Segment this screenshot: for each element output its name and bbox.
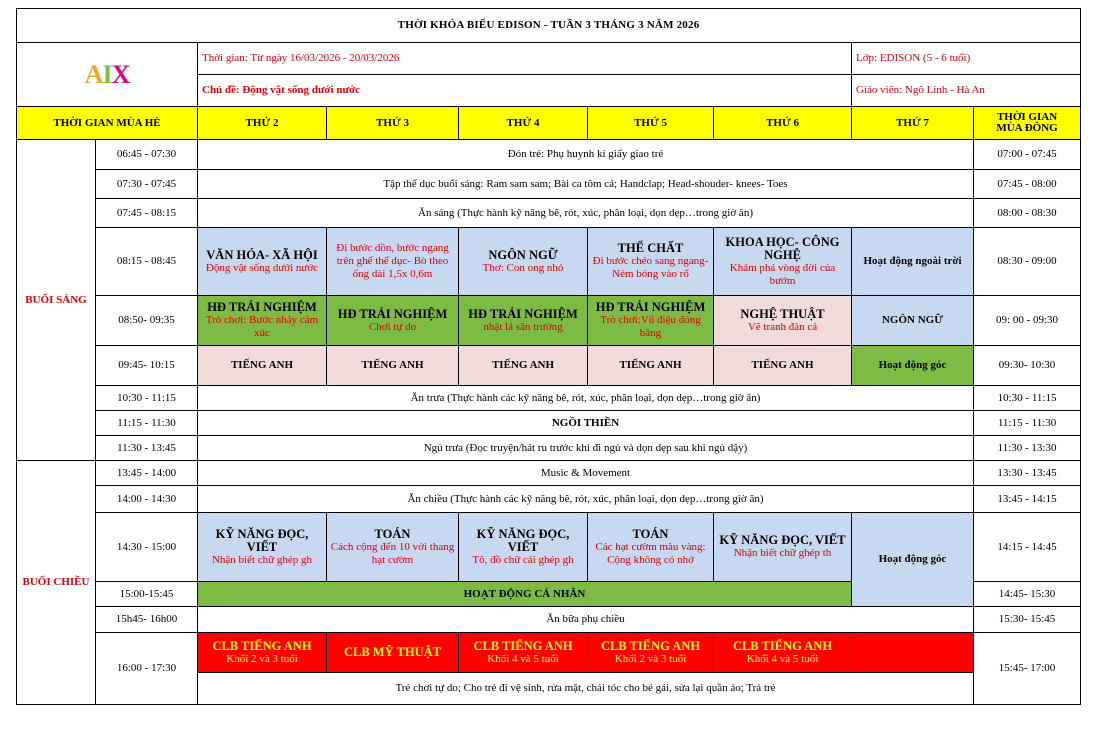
club-desc: Khối 2 và 3 tuổi [614,652,687,665]
cell-fri [714,296,852,346]
winter-time: 11:15 - 11:30 [974,411,1081,436]
subject-desc: Tô, đồ chữ cái ghép gh [472,553,574,566]
header-summer: THỜI GIAN MÙA HÈ [17,107,198,140]
page-title: THỜI KHÓA BIỂU EDISON - TUẦN 3 THÁNG 3 NĂM 2026 [17,9,1081,43]
subject-desc: Đi bước dồn, bước ngang trên ghế thể dục- Bò theo ống dài 1,5x 0,6m [336,242,449,280]
cell-fri [714,633,852,673]
winter-time: 07:00 - 07:45 [974,140,1081,170]
winter-time: 07:45 - 08:00 [974,170,1081,199]
cell-wed [459,228,588,296]
subject-desc: Trò chơi:Vũ điệu đóng băng [600,314,701,339]
logo-letter-i: I [102,60,112,89]
cell-wed [459,513,588,582]
subject-title: KỸ NĂNG ĐỌC, VIẾT [215,526,309,554]
cell-tue [327,513,459,582]
logo-letter-x: X [111,60,130,89]
info-time: Thời gian: Từ ngày 16/03/2026 - 20/03/2026 [198,43,852,75]
cell-fri: TIẾNG ANH [714,346,852,386]
cell-thu [588,513,714,582]
summer-time: 15h45- 16h00 [96,607,198,633]
cell-fri [714,513,852,582]
row-activity: Ăn sáng (Thực hành kỹ năng bê, rót, xúc, phân loại, dọn dẹp…trong giờ ăn) [198,199,974,228]
winter-time: 13:45 - 14:15 [974,486,1081,513]
summer-time: 14:00 - 14:30 [96,486,198,513]
club-title: CLB TIẾNG ANH [732,638,833,653]
timetable [16,8,1081,705]
winter-time: 14:45- 15:30 [974,582,1081,607]
subject-title: VĂN HÓA- XÃ HỘI [206,247,318,262]
session-afternoon: BUỔI CHIỀU [17,461,96,705]
winter-time: 08:30 - 09:00 [974,228,1081,296]
subject-title: NGÔN NGỮ [488,247,558,262]
subject-title: THỂ CHẤT [617,241,684,255]
cell-tue [327,633,459,673]
subject-title: HĐ TRẢI NGHIỆM [468,306,578,321]
session-morning: BUỔI SÁNG [17,140,96,461]
subject-title: KHOA HỌC- CÔNG NGHỆ [725,234,840,262]
subject-desc: Thơ: Con ong nhỏ [482,261,564,274]
cell-fri [714,228,852,296]
summer-time: 07:45 - 08:15 [96,199,198,228]
summer-time: 11:15 - 11:30 [96,411,198,436]
cell-tue [327,228,459,296]
cell-mon [198,296,327,346]
row-activity: Ăn trưa (Thực hành các kỹ năng bê, rót, xúc, phân loại, dọn dẹp…trong giờ ăn) [198,386,974,411]
summer-time: 07:30 - 07:45 [96,170,198,199]
subject-desc: Trò chơi: Bước nhảy cảm xúc [205,314,319,339]
winter-time: 13:30 - 13:45 [974,461,1081,486]
cell-thu: TIẾNG ANH [588,346,714,386]
row-activity: Đón trẻ: Phụ huynh kí giấy giao trẻ [198,140,974,170]
row-activity: NGỒI THIỀN [198,411,974,436]
subject-title: TOÁN [374,526,411,541]
cell-sat: Hoạt động ngoài trời [852,228,974,296]
cell-tue [327,296,459,346]
winter-time: 09:30- 10:30 [974,346,1081,386]
row-activity: Ăn bữa phụ chiều [198,607,974,633]
logo-letter-a: A [84,60,103,89]
cell-thu [588,296,714,346]
cell-thu [588,228,714,296]
subject-desc: Các hạt cườm màu vàng: Cộng không có nhớ [595,540,706,566]
winter-time: 09: 00 - 09:30 [974,296,1081,346]
winter-time: 15:45- 17:00 [974,633,1081,705]
row-activity: Ăn chiều (Thực hành các kỹ năng bê, rót, xúc, phân loại, dọn dẹp…trong giờ ăn) [198,486,974,513]
info-teacher: Giáo viên: Ngô Linh - Hà An [852,75,1081,107]
winter-time: 11:30 - 13:30 [974,436,1081,461]
row-activity: Ngủ trưa (Đọc truyện/hát ru trước khi đi ngủ và dọn dẹp sau khi ngủ dậy) [198,436,974,461]
subject-desc: Khám phá vòng đời của bướm [729,261,836,287]
club-desc: Khối 4 và 5 tuổi [746,652,819,665]
summer-time: 13:45 - 14:00 [96,461,198,486]
summer-time: 14:30 - 15:00 [96,513,198,582]
subject-title: HĐ TRẢI NGHIỆM [207,300,317,314]
row-activity: Trẻ chơi tự do; Cho trẻ đi vệ sinh, rửa mặt, chải tóc cho bé gái, sửa lại quần áo; Trả trẻ [198,673,974,705]
cell-thu [588,633,714,673]
club-title: CLB TIẾNG ANH [600,638,701,653]
cell-wed [459,633,588,673]
subject-title: NGHỆ THUẬT [740,306,825,321]
winter-time: 14:15 - 14:45 [974,513,1081,582]
cell-mon: TIẾNG ANH [198,346,327,386]
summer-time: 16:00 - 17:30 [96,633,198,705]
header-day-thu: THỨ 5 [588,107,714,140]
subject-title: HĐ TRẢI NGHIỆM [595,300,706,314]
cell-sat: Hoạt động góc [852,346,974,386]
winter-time: 15:30- 15:45 [974,607,1081,633]
subject-title: TOÁN [632,526,669,541]
header-day-fri: THỨ 6 [714,107,852,140]
summer-time: 08:15 - 08:45 [96,228,198,296]
cell-mon [198,633,327,673]
cell-tue: TIẾNG ANH [327,346,459,386]
subject-desc: Nhận biết chữ ghép th [733,547,832,559]
subject-title: KỸ NĂNG ĐỌC, VIẾT [476,526,570,554]
subject-desc: Động vật sống dưới nước [205,261,319,274]
cell-wed [459,296,588,346]
winter-time: 08:00 - 08:30 [974,199,1081,228]
row-activity: Music & Movement [198,461,974,486]
header-day-tue: THỨ 3 [327,107,459,140]
header-winter [974,107,1081,140]
header-day-mon: THỨ 2 [198,107,327,140]
row-activity: HOẠT ĐỘNG CÁ NHÂN [198,582,852,607]
header-winter-line1: THỜI GIAN [996,111,1058,123]
header-winter-line2: MÙA ĐÔNG [996,122,1058,134]
cell-wed: TIẾNG ANH [459,346,588,386]
summer-time: 06:45 - 07:30 [96,140,198,170]
subject-title: KỸ NĂNG ĐỌC, VIẾT [719,533,846,547]
header-day-wed: THỨ 4 [459,107,588,140]
cell-sat [852,633,974,673]
club-title: CLB TIẾNG ANH [473,638,573,653]
logo [17,43,198,107]
cell-mon [198,228,327,296]
subject-desc: Nhận biết chữ ghép gh [211,553,313,566]
row-activity: Tập thể dục buổi sáng: Ram sam sam; Bài ca tôm cá; Handclap; Head-shouder- knees- Toes [198,170,974,199]
summer-time: 10:30 - 11:15 [96,386,198,411]
cell-sat: NGÔN NGỮ [852,296,974,346]
club-desc: Khối 2 và 3 tuổi [226,652,298,665]
club-desc: Khối 4 và 5 tuổi [487,652,559,665]
summer-time: 11:30 - 13:45 [96,436,198,461]
winter-time: 10:30 - 11:15 [974,386,1081,411]
subject-desc: Vẽ tranh đàn cá [747,320,818,333]
header-day-sat: THỨ 7 [852,107,974,140]
info-class: Lớp: EDISON (5 - 6 tuổi) [852,43,1081,75]
aix-logo [20,60,194,89]
club-title: CLB TIẾNG ANH [212,638,312,653]
subject-title: HĐ TRẢI NGHIỆM [337,306,448,321]
summer-time: 15:00-15:45 [96,582,198,607]
cell-sat: Hoạt động góc [852,513,974,607]
subject-desc: nhặt lá sân trường [483,320,563,333]
subject-desc: Cách cộng đến 10 với thang hạt cườm [330,540,455,566]
summer-time: 09:45- 10:15 [96,346,198,386]
summer-time: 08:50- 09:35 [96,296,198,346]
subject-desc: Chơi tự do [368,320,417,333]
cell-mon [198,513,327,582]
info-topic: Chủ đề: Động vật sống dưới nước [198,75,852,107]
club-title: CLB MỸ THUẬT [343,645,441,659]
subject-desc: Đi bước chéo sang ngang- Ném bóng vào rổ [592,255,709,280]
